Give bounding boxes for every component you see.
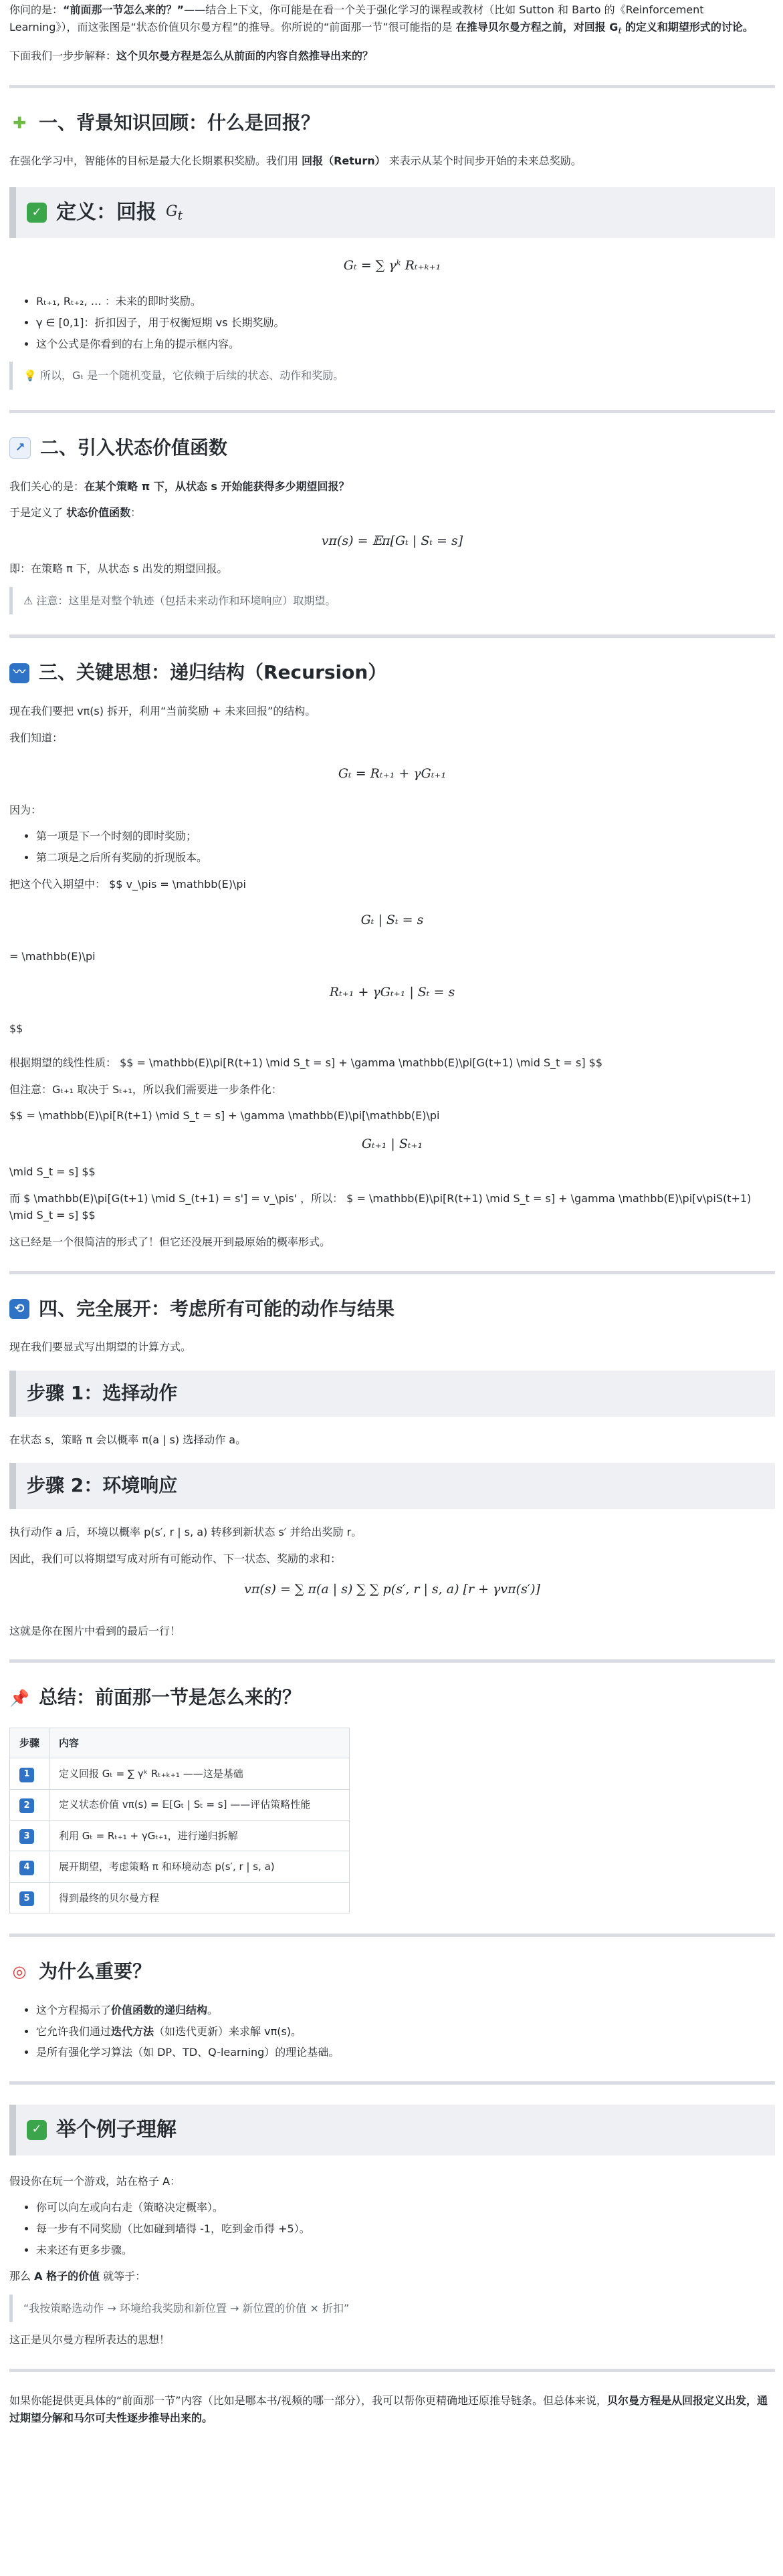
section-3-paragraph-12: 这已经是一个很简洁的形式了！但它还没展开到最原始的概率形式。	[9, 1236, 331, 1249]
bellman-formula: vπ(s) = ∑ π(a | s) ∑ ∑ p(s′, r | s, a) [r + γvπ(s′)]	[244, 1582, 540, 1597]
intro-paragraph-1: 你问的是：“前面那一节怎么来的？”——结合上下文，你可能是在看一个关于强化学习的课程或教材（比如 Sutton 和 Barto 的《Reinforcement Learning》），而这张图是“状态价值贝尔曼方程”的推导。你所说的“前面那一节”很可能指的是 在推导贝尔曼方程之前，对回报 $G_t$ 的定义和期望形式的讨论。	[9, 3, 754, 36]
why-heading: ◎ 为什么重要？	[9, 1957, 775, 1987]
list-item: • Rₜ₊₁, Rₜ₊₂, … ：未来的即时奖励。	[36, 293, 775, 310]
wave-icon: 〰	[9, 663, 29, 683]
divider	[9, 2369, 775, 2372]
chart-icon: ↗	[9, 437, 31, 459]
divider	[9, 634, 775, 638]
list-item: • 是所有强化学习算法（如 DP、TD、Q-learning）的理论基础。	[36, 2044, 775, 2061]
example-heading: ✓ 举个例子理解	[9, 2105, 775, 2155]
section-3-paragraph-8: 但注意：Gₜ₊₁ 取决于 Sₜ₊₁，所以我们需要进一步条件化：	[9, 1082, 282, 1096]
example-bullets	[9, 2199, 775, 2258]
divider	[9, 1934, 775, 1937]
step-1-paragraph: 在状态 s，策略 π 会以概率 π(a | s) 选择动作 a。	[9, 1433, 247, 1446]
summary-table	[9, 1728, 350, 1913]
step-1-heading: 步骤 1：选择动作	[9, 1371, 775, 1417]
expanded-return-formula: Rₜ₊₁ + γGₜ₊₁ | Sₜ = s	[329, 985, 455, 1000]
table-row	[10, 1851, 350, 1882]
section-3-paragraph-6: $$	[9, 1022, 23, 1035]
closing-paragraph: 如果你能提供更具体的“前面那一节”内容（比如是哪本书/视频的哪一部分），我可以帮你更精确地还原推导链条。但总体来说，贝尔曼方程是从回报定义出发，通过期望分解和马尔可夫性逐步推导出来的。	[9, 2393, 768, 2424]
divider	[9, 410, 775, 413]
example-paragraph-2: 那么 A 格子的价值 就等于：	[9, 2270, 146, 2283]
example-paragraph-3: 这正是贝尔曼方程所表达的思想！	[9, 2333, 171, 2347]
list-item: • γ ∈ [0,1]：折扣因子，用于权衡短期 vs 长期奖励。	[36, 314, 775, 332]
section-4-paragraph-1: 现在我们要显式写出期望的计算方式。	[9, 1340, 192, 1354]
step-2-heading: 步骤 2：环境响应	[9, 1463, 775, 1509]
table-cell: 定义状态价值 vπ(s) = 𝔼[Gₜ | Sₜ = s] ——评估策略性能	[49, 1789, 350, 1820]
summary-heading: 📌 总结：前面那一节是怎么来的？	[9, 1686, 302, 1709]
section-3-paragraph-9: $$ = \mathbb(E)\pi[R(t+1) \mid S_t = s] + \gamma \mathbb(E)\pi[\mathbb(E)\pi	[9, 1109, 440, 1123]
list-item: • 第一项是下一个时刻的即时奖励；	[36, 828, 775, 845]
why-bullets	[9, 2002, 775, 2061]
list-item: • 第二项是之后所有奖励的折现版本。	[36, 849, 775, 866]
state-value-note: ⚠ 注意：这里是对整个轨迹（包括未来动作和环境响应）取期望。	[9, 587, 775, 615]
table-row	[10, 1789, 350, 1820]
list-item: • 每一步有不同奖励（比如碰到墙得 -1，吃到金币得 +5）。	[36, 2220, 775, 2238]
section-4-paragraph-end: 这就是你在图片中看到的最后一行！	[9, 1624, 181, 1637]
table-cell: 得到最终的贝尔曼方程	[49, 1882, 350, 1913]
divider	[9, 1659, 775, 1663]
pin-icon: 📌	[9, 1688, 29, 1708]
step-2-paragraph-2: 因此，我们可以将期望写成对所有可能动作、下一状态、奖励的求和：	[9, 1552, 342, 1565]
table-row	[10, 1821, 350, 1851]
section-3-paragraph-1: 现在我们要把 vπ(s) 拆开，利用“当前奖励 + 未来回报”的结构。	[9, 705, 316, 718]
step-number: 2	[19, 1798, 34, 1813]
section-2-paragraph-2: 于是定义了 状态价值函数：	[9, 506, 142, 519]
example-paragraph-1: 假设你在玩一个游戏，站在格子 A：	[9, 2174, 181, 2188]
refresh-icon: ⟲	[9, 1299, 29, 1319]
definition-return-heading: ✓ 定义：回报 $G_t$	[9, 187, 775, 238]
section-3-paragraph-7: 根据期望的线性性质： $$ = \mathbb(E)\pi[R(t+1) \mid S_t = s] + \gamma \mathbb(E)\pi[G(t+1) \mid S_t = s] $$	[9, 1056, 603, 1070]
step-number: 5	[19, 1891, 34, 1906]
section-3-heading: 〰 三、关键思想：递归结构（Recursion）	[9, 658, 775, 688]
target-icon: ◎	[12, 1962, 27, 1982]
return-note: 💡 所以，Gₜ 是一个随机变量，它依赖于后续的状态、动作和奖励。	[9, 362, 775, 390]
section-3-paragraph-2: 我们知道：	[9, 731, 64, 744]
return-formula: Gₜ = ∑ γᵏ Rₜ₊ₖ₊₁	[343, 258, 441, 273]
section-3-paragraph-3: 因为：	[9, 803, 42, 816]
divider	[9, 1271, 775, 1274]
section-2-paragraph-3: 即：在策略 π 下，从状态 s 出发的期望回报。	[9, 562, 228, 576]
list-item: • 它允许我们通过迭代方法（如迭代更新）来求解 vπ(s)。	[36, 2023, 775, 2040]
section-3-paragraph-11: 而 $ \mathbb(E)\pi[G(t+1) \mid S_(t+1) = s'] = v_\pis' ，所以： $ = \mathbb(E)\pi[R(t+1) \mid S_t = s] + \gamma \mathbb(E)\pi[v\piS(t+1) \mid S_t = s] $$	[9, 1191, 752, 1222]
table-row	[10, 1882, 350, 1913]
table-cell: 展开期望，考虑策略 π 和环境动态 p(s′, r | s, a)	[49, 1851, 350, 1882]
table-cell: 利用 Gₜ = Rₜ₊₁ + γGₜ₊₁，进行递归拆解	[49, 1821, 350, 1851]
return-bullets	[9, 293, 775, 352]
section-3-paragraph-10: \mid S_t = s] $$	[9, 1165, 96, 1179]
section-1-heading: ✚ 一、背景知识回顾：什么是回报？	[9, 108, 775, 138]
step-2-paragraph-1: 执行动作 a 后，环境以概率 p(s′, r | s, a) 转移到新状态 s′ 并给出奖励 r。	[9, 1526, 362, 1539]
section-3-paragraph-4: 把这个代入期望中： $$ v_\pis = \mathbb(E)\pi	[9, 877, 247, 891]
example-quote: “我按策略选动作 → 环境给我奖励和新位置 → 新位置的价值 × 折扣”	[9, 2295, 775, 2323]
table-header: 步骤	[10, 1728, 49, 1758]
section-1-paragraph: 在强化学习中，智能体的目标是最大化长期累积奖励。我们用 回报（Return） 来表示从某个时间步开始的未来总奖励。	[9, 154, 582, 168]
list-item: • 你可以向左或向右走（策略决定概率）。	[36, 2199, 775, 2216]
table-row	[10, 1758, 350, 1789]
list-item: • 未来还有更多步骤。	[36, 2242, 775, 2259]
step-number: 1	[19, 1768, 34, 1782]
recursion-bullets	[9, 828, 775, 866]
check-icon: ✓	[27, 2120, 47, 2140]
section-4-heading: ⟲ 四、完全展开：考虑所有可能的动作与结果	[9, 1294, 775, 1324]
nested-expectation-formula: Gₜ₊₁ | Sₜ₊₁	[361, 1136, 423, 1151]
list-item: • 这个公式是你看到的右上角的提示框内容。	[36, 336, 775, 353]
section-2-paragraph-1: 我们关心的是：在某个策略 π 下，从状态 s 开始能获得多少期望回报？	[9, 479, 350, 493]
table-cell: 定义回报 Gₜ = ∑ γᵏ Rₜ₊ₖ₊₁ ——这是基础	[49, 1758, 350, 1789]
divider	[9, 2081, 775, 2085]
step-number: 4	[19, 1861, 34, 1875]
check-icon: ✓	[27, 203, 47, 223]
conditional-return-formula: Gₜ | Sₜ = s	[360, 913, 424, 928]
table-header: 内容	[49, 1728, 350, 1758]
section-2-heading: ↗ 二、引入状态价值函数	[9, 433, 775, 463]
list-item: • 这个方程揭示了价值函数的递归结构。	[36, 2002, 775, 2019]
intro-paragraph-2: 下面我们一步步解释：这个贝尔曼方程是怎么从前面的内容自然推导出来的？	[9, 49, 374, 63]
state-value-formula: vπ(s) = 𝔼π[Gₜ | Sₜ = s]	[321, 533, 463, 548]
puzzle-icon: ✚	[12, 113, 27, 132]
recursion-formula: Gₜ = Rₜ₊₁ + γGₜ₊₁	[338, 766, 447, 782]
step-number: 3	[19, 1829, 34, 1844]
section-3-paragraph-5: = \mathbb(E)\pi	[9, 949, 96, 963]
divider	[9, 85, 775, 88]
